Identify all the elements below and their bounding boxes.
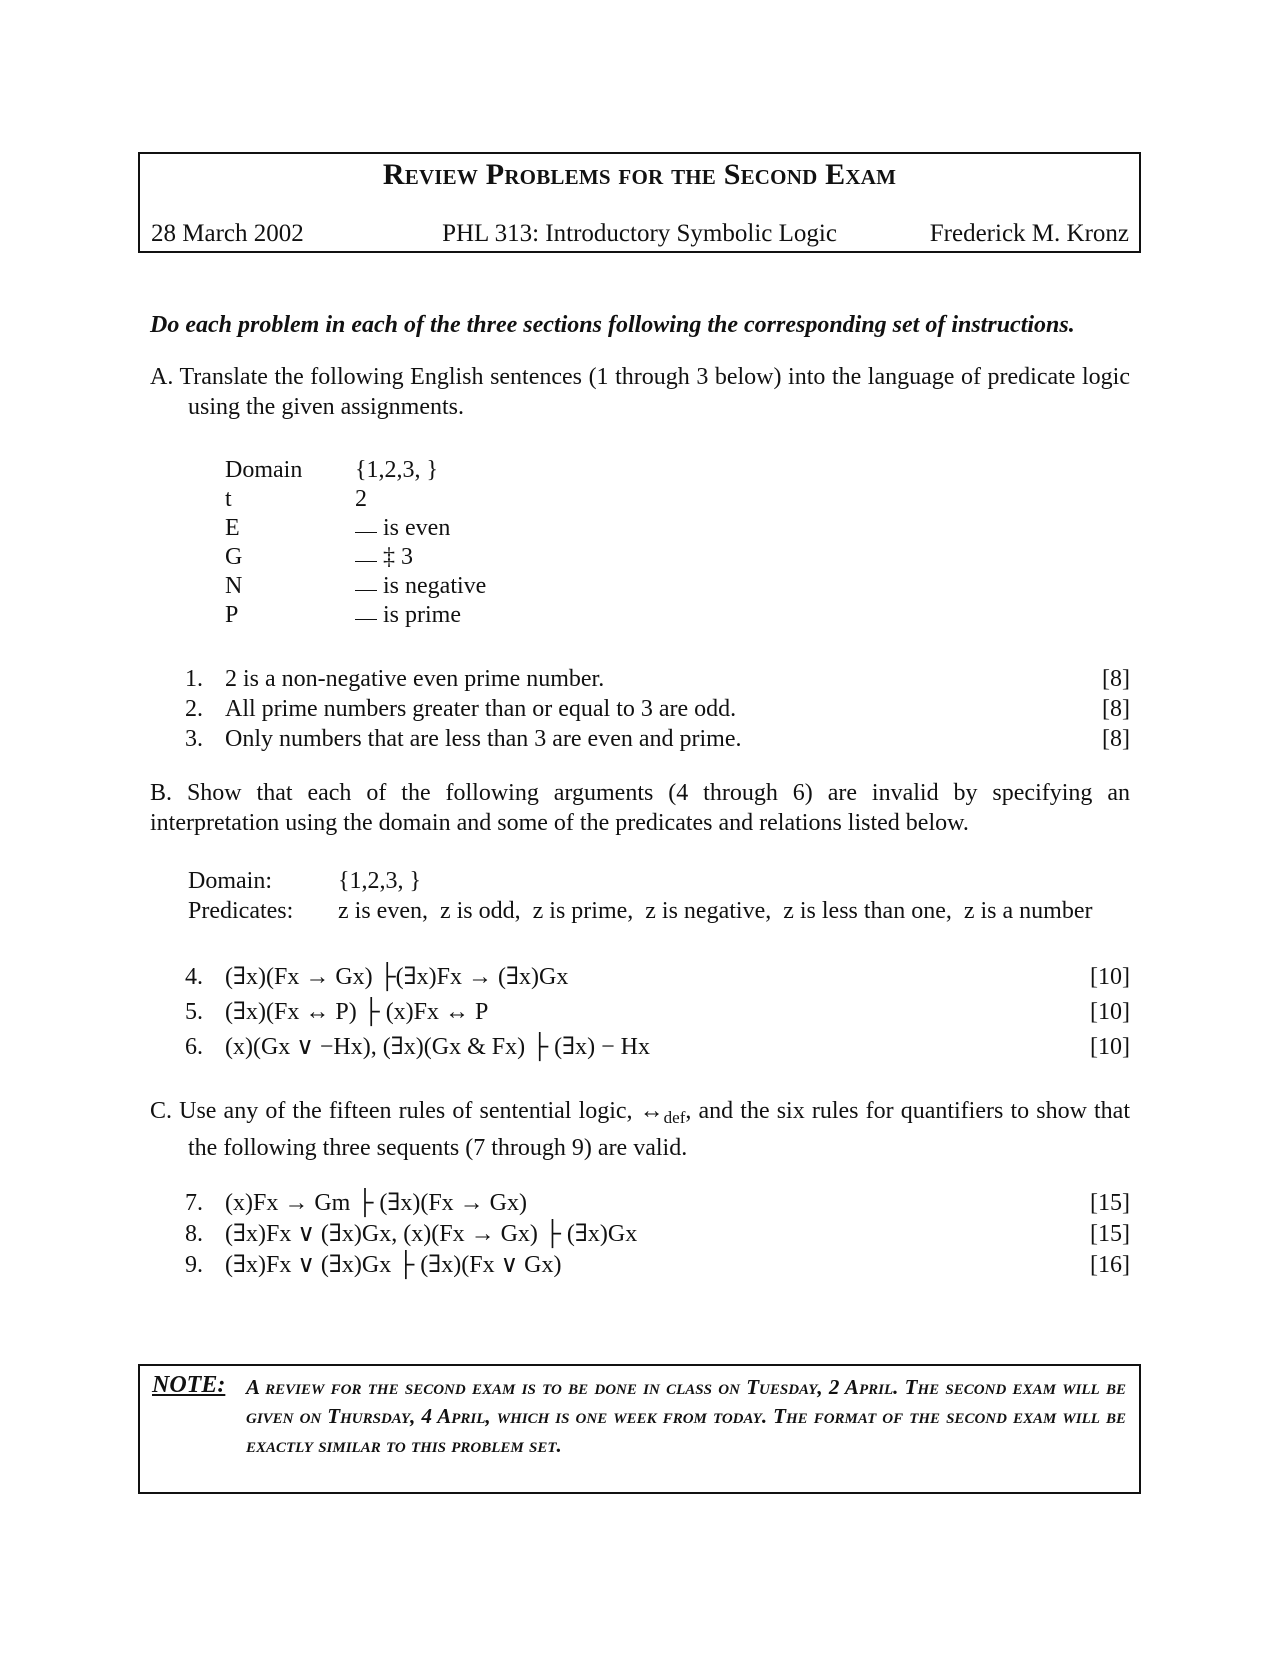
assignment-symbol: t [225, 486, 232, 512]
problem-points: [10] [1090, 999, 1130, 1025]
problem-item [185, 1219, 1130, 1250]
problem-number: 2. [185, 696, 203, 722]
problem-points: [10] [1090, 1034, 1130, 1060]
problem-points: [16] [1090, 1252, 1130, 1278]
note-label: NOTE: [152, 1372, 226, 1398]
assignment-definition-wrapper [355, 601, 461, 630]
problem-points: [8] [1102, 666, 1130, 692]
problem-points: [15] [1090, 1221, 1130, 1247]
header-course: PHL 313: Introductory Symbolic Logic [442, 220, 837, 247]
section-c-problems [185, 1188, 1130, 1281]
problem-text: (x)Fx → Gm ├ (∃x)(Fx → Gx) [225, 1190, 528, 1216]
assignment-definition-wrapper [355, 514, 450, 543]
problem-item [185, 664, 1130, 694]
problem-item [185, 1250, 1130, 1281]
predicates-value: z is even, z is odd, z is prime, z is negative, z is less than one, z is a number [338, 898, 1093, 924]
assignment-definition-wrapper [355, 543, 413, 572]
assignment-symbol: G [225, 544, 243, 570]
blank-line [355, 532, 377, 533]
def-subscript: def [663, 1108, 686, 1127]
problem-number: 5. [185, 999, 203, 1025]
assignment-definition: is prime [383, 602, 461, 628]
assignment-definition: is negative [383, 573, 487, 599]
problem-item [185, 960, 1130, 995]
problem-text: 2 is a non-negative even prime number. [225, 666, 605, 692]
header-box [138, 152, 1141, 253]
problem-number: 1. [185, 666, 203, 692]
note-text: A review for the second exam is to be done in class on Tuesday, 2 April. The second exam will be given on Thursday, 4 April, which is one week from today. The format of the second exam will be exactly similar to this problem set. [246, 1375, 1126, 1457]
problem-item [185, 694, 1130, 724]
section-b-problems [185, 960, 1130, 1065]
general-instructions: Do each problem in each of the three sections following the corresponding set of instructions. [150, 312, 1075, 338]
problem-number: 9. [185, 1252, 203, 1278]
problem-item [185, 995, 1130, 1030]
assignment-definition: {1,2,3, } [355, 457, 439, 483]
problem-number: 3. [185, 726, 203, 752]
note-box [138, 1364, 1141, 1494]
domain-value: {1,2,3, } [338, 868, 422, 894]
assignment-definition: ‡ 3 [383, 544, 413, 570]
assignment-definition-wrapper [355, 572, 486, 601]
section-c-text-end: , and the six rules for quantifiers to show that the following three sequents (7 through 9) are valid. [188, 1098, 1130, 1161]
problem-text: (∃x)(Fx → Gx) ├(∃x)Fx → (∃x)Gx [225, 964, 569, 990]
section-a-instructions: A. Translate the following English sentences (1 through 3 below) into the language of predicate logic using the given assignments. [150, 364, 1130, 420]
assignment-symbol: E [225, 515, 240, 541]
header-date: 28 March 2002 [151, 220, 304, 247]
section-a-problems [185, 664, 1130, 754]
assignment-symbol: Domain [225, 457, 303, 483]
problem-text: Only numbers that are less than 3 are even and prime. [225, 726, 742, 752]
problem-item [185, 1030, 1130, 1065]
domain-label: Domain: [188, 868, 272, 894]
blank-line [355, 590, 377, 591]
assignment-definition: 2 [355, 486, 367, 512]
section-b-instructions: B. Show that each of the following arguments (4 through 6) are invalid by specifying an interpretation using the domain and some of the predicates and relations listed below. [150, 780, 1130, 836]
problem-number: 8. [185, 1221, 203, 1247]
problem-text: (∃x)(Fx ↔ P) ├ (x)Fx ↔ P [225, 999, 489, 1025]
problem-points: [15] [1090, 1190, 1130, 1216]
assignment-symbol: P [225, 602, 239, 628]
assignment-definition: is even [383, 515, 451, 541]
problem-item [185, 1188, 1130, 1219]
problem-points: [8] [1102, 696, 1130, 722]
problem-points: [10] [1090, 964, 1130, 990]
problem-number: 7. [185, 1190, 203, 1216]
problem-text: (x)(Gx ∨ −Hx), (∃x)(Gx & Fx) ├ (∃x) − Hx [225, 1034, 650, 1060]
assignment-symbol: N [225, 573, 243, 599]
predicates-label: Predicates: [188, 898, 294, 924]
header-author: Frederick M. Kronz [929, 220, 1129, 247]
problem-text: (∃x)Fx ∨ (∃x)Gx, (x)(Fx → Gx) ├ (∃x)Gx [225, 1221, 638, 1247]
document-title: Review Problems for the Second Exam [382, 158, 897, 191]
blank-line [355, 561, 377, 562]
section-c-instructions [150, 1096, 1130, 1163]
problem-item [185, 724, 1130, 754]
problem-number: 4. [185, 964, 203, 990]
problem-points: [8] [1102, 726, 1130, 752]
problem-number: 6. [185, 1034, 203, 1060]
problem-text: All prime numbers greater than or equal to 3 are odd. [225, 696, 737, 722]
blank-line [355, 619, 377, 620]
section-c-text-start: C. Use any of the fifteen rules of sentential logic, ↔ [150, 1098, 664, 1124]
problem-text: (∃x)Fx ∨ (∃x)Gx ├ (∃x)(Fx ∨ Gx) [225, 1252, 562, 1278]
